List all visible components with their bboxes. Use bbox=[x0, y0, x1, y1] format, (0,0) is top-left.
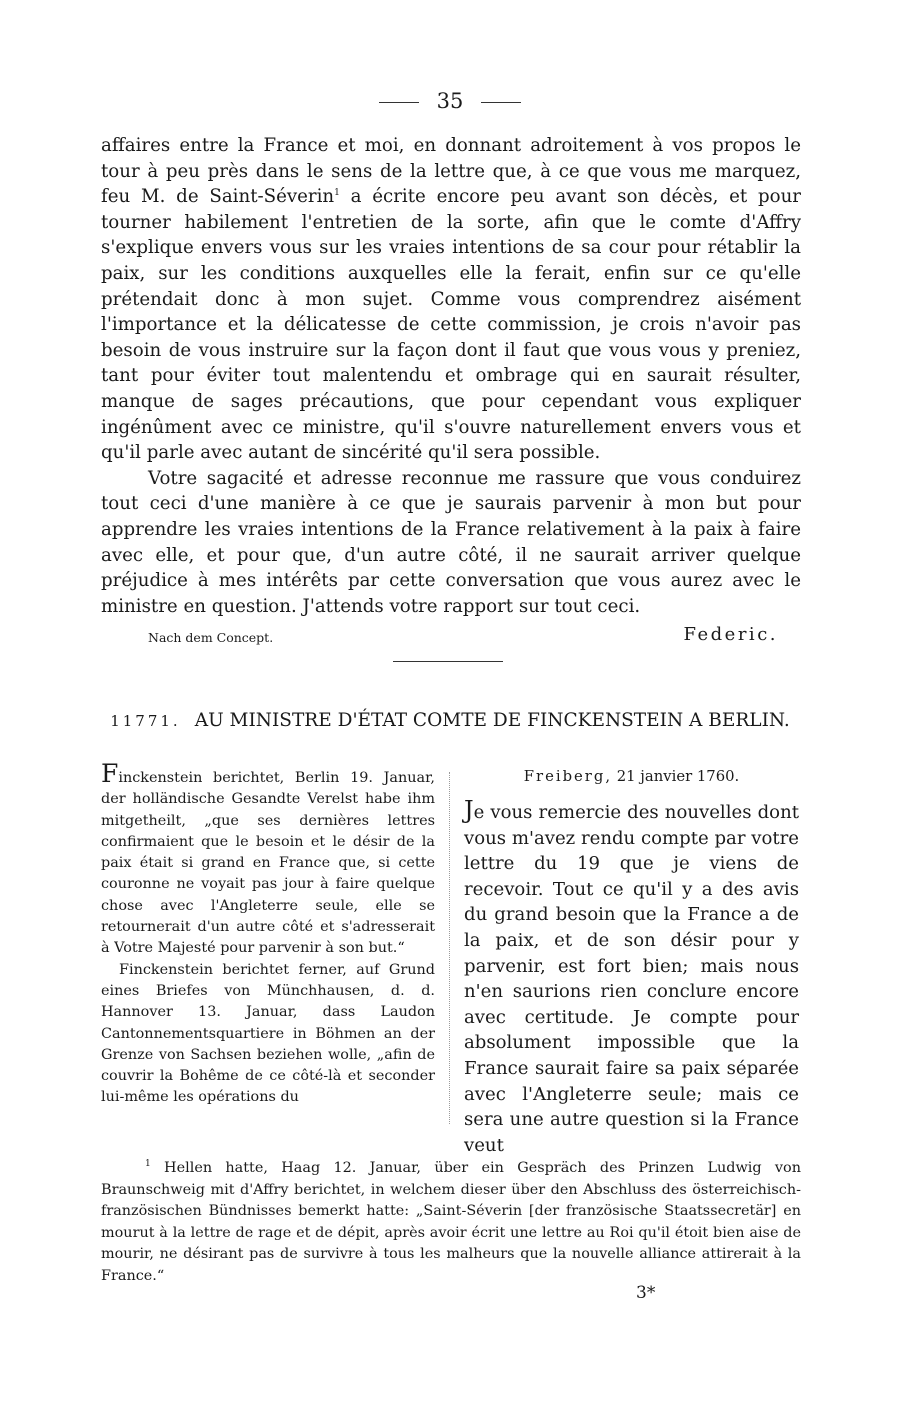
paragraph-text: a écrite encore peu avant son décès, et pour tourner habilement l'entretien de la sorte, afin que le comte d'Affry s'explique envers vous sur les vraies intentions de sa cour pour rétablir la paix, sur les conditions auxquelles elle la ferait, enfin sur ce qu'elle prétendait donc à mon sujet. Comme vous comprendrez aisément l'importance et la délicatesse de cette commission, je crois n'avoir pas besoin de vous instruire sur la façon dont il faut que vous vous y preniez, tant pour éviter tout malentendu et ombrage qui en saurait résulter, manque de sages précautions, que pour cependant vous expliquer ingénûment avec ce ministre, qu'il s'ouvre naturellement envers vous et qu'il parle avec autant de sincérité qu'il sera possible. bbox=[101, 186, 801, 464]
summary-text: inckenstein berichtet, Berlin 19. Januar, der holländische Gesandte Verelst habe ihm mitgetheilt, „que ses dernières lettres confirmaient que le besoin et le désir de la paix était si grand en France que, si cette couronne ne voyait pas jour à faire quelque chose avec l'Angleterre seule, elle se retournerait d'un autre côté et s'adresserait à Votre Majesté pour parvenir à son but.“ bbox=[101, 770, 435, 957]
header-rule-left bbox=[379, 102, 419, 103]
footnote-marker: 1 bbox=[145, 1159, 151, 1170]
date: 21 janvier 1760. bbox=[612, 768, 740, 785]
page-number: 35 bbox=[436, 89, 464, 113]
printer-signature-mark: 3* bbox=[636, 1283, 656, 1303]
dateline bbox=[464, 766, 799, 788]
letter-continuation bbox=[101, 133, 801, 619]
letter-paragraph: Votre sagacité et adresse reconnue me rassure que vous conduirez tout ceci d'une manière à ce que je saurais parvenir à mon but pour apprendre les vraies intentions de la France relativement à la paix à faire avec elle, et pour que, d'un autre côté, il ne saurait arriver quelque préjudice à mes intérêts par cette conversation que vous aurez avec le ministre en question. J'attends votre rapport sur tout ceci. bbox=[101, 467, 801, 617]
document-heading bbox=[100, 708, 800, 734]
drop-cap: F bbox=[101, 759, 119, 788]
signature: Federic. bbox=[683, 624, 778, 645]
letter-text: e vous remercie des nouvelles dont vous m'avez rendu compte par votre lettre du 19 que je viens de recevoir. Tout ce qu'il y a des avis du grand besoin que la France a de la paix, et de son désir pour y parvenir, est fort bien; mais nous n'en saurions rien conclure encore avec certitude. Je compte pour absolument impossible que la France saurait faire sa paix séparée avec l'Angleterre seule; mais ce sera une autre question si la France veut bbox=[464, 802, 799, 1156]
summary-paragraph: Finckenstein berichtet ferner, auf Grund eines Briefes von Münchhausen, d. d. Hannover 13. Januar, dass Laudon Cantonnementsquartiere in Böhmen an der Grenze von Sachsen beziehen wolle, „afin de couvrir la Bohême de ce côté-là et seconder lui-même les opérations du bbox=[101, 961, 435, 1106]
footnote-text: Hellen hatte, Haag 12. Januar, über ein Gespräch des Prinzen Ludwig von Braunschweig mit d'Affry berichtet, in welchem dieser über den Abschluss des österreichisch-französischen Bündnisses bemerkt hatte: „Saint-Séverin [der französische Staatssecretär] en mourut à la lettre de rage et de dépit, après avoir écrit une lettre au Roi qu'il étoit bien aise de mourir, ne désirant pas de survivre à tous les malheurs que la nouvelle alliance attirerait à la France.“ bbox=[101, 1160, 801, 1284]
document-number: 11771. bbox=[110, 712, 181, 730]
section-divider bbox=[393, 661, 503, 662]
closing-line bbox=[148, 624, 778, 652]
letter-body bbox=[464, 798, 799, 1158]
page-header bbox=[0, 89, 900, 113]
footnotes bbox=[101, 1158, 801, 1287]
summary-paragraph bbox=[101, 759, 435, 960]
paragraph-text: affaires entre la France et moi, en donnant adroitement à vos propos le tour à peu près dans le sens de la lettre que, à ce que vous me marquez, feu M. de Saint-Séverin bbox=[101, 135, 801, 208]
date-place: Freiberg, bbox=[523, 768, 613, 785]
summary-column bbox=[101, 759, 435, 1109]
letter-column bbox=[464, 766, 799, 1158]
header-rule-right bbox=[481, 102, 521, 103]
footnote-ref: 1 bbox=[334, 188, 340, 199]
document-title: AU MINISTRE D'ÉTAT COMTE DE FINCKENSTEIN A BERLIN. bbox=[194, 710, 790, 731]
source-note: Nach dem Concept. bbox=[148, 630, 274, 645]
letter-paragraph bbox=[101, 133, 801, 466]
initial-cap: J bbox=[464, 796, 474, 824]
column-separator bbox=[449, 772, 450, 1124]
footnote bbox=[101, 1158, 801, 1287]
